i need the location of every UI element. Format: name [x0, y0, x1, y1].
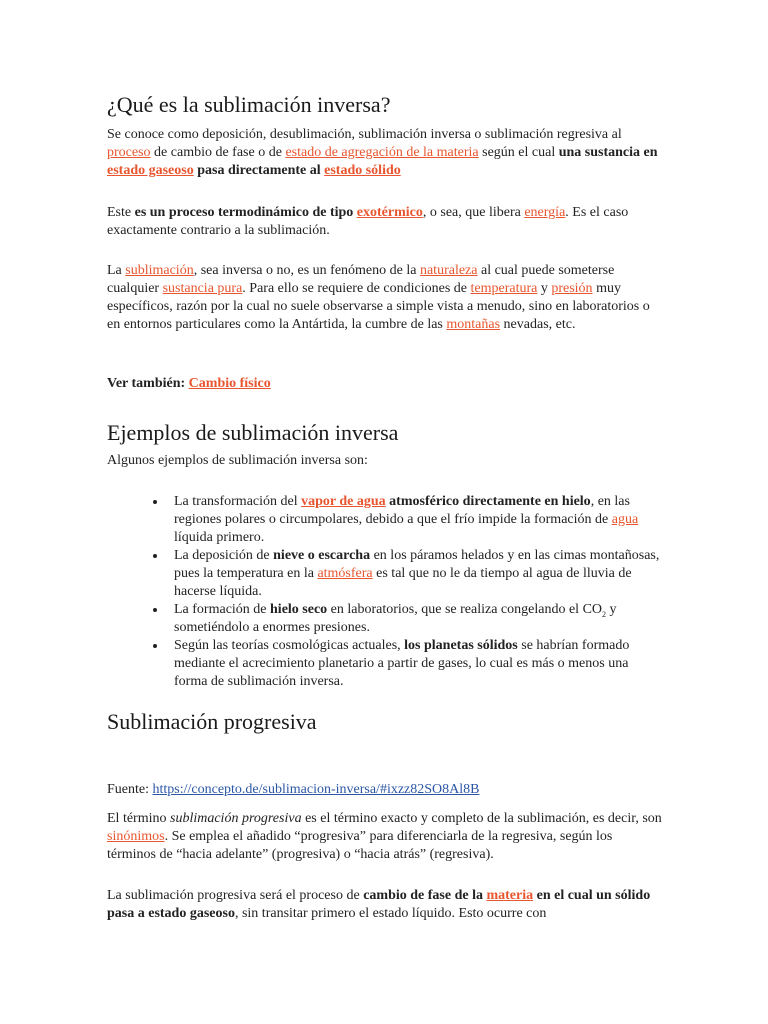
paragraph-definition — [107, 126, 663, 180]
list-item — [150, 493, 662, 547]
link-cambio-fisico[interactable]: Cambio físico — [188, 376, 271, 391]
link-estado-gaseoso[interactable]: estado gaseoso — [107, 163, 194, 178]
paragraph-naturaleza — [107, 262, 663, 334]
link-sublimacion[interactable]: sublimación — [125, 263, 194, 278]
text: La sublimación progresiva será el proceso de — [107, 888, 364, 903]
text: . Para ello se requiere de condiciones de — [242, 281, 471, 296]
text: La formación de — [174, 602, 271, 617]
text: El término — [107, 811, 170, 826]
text: en los páramos helados y en las cimas montañosas, pues la temperatura en la — [174, 548, 660, 581]
text: La — [107, 263, 126, 278]
text: Según las teorías cosmológicas actuales, — [174, 638, 405, 653]
list-item — [150, 601, 662, 637]
subscript: 2 — [602, 609, 607, 619]
link-exotermico[interactable]: exotérmico — [356, 205, 423, 220]
text: al cual puede someterse cualquier — [107, 263, 615, 296]
heading-ejemplos: Ejemplos de sublimación inversa — [107, 420, 399, 445]
see-also — [107, 375, 663, 393]
text: se habrían formado mediante el acrecimiento planetario a partir de gases, lo cual es más o menos una forma de sublimación inversa. — [174, 638, 630, 689]
link-montanas[interactable]: montañas — [446, 317, 501, 332]
paragraph-exotermico — [107, 204, 663, 240]
link-naturaleza[interactable]: naturaleza — [419, 263, 478, 278]
bullet-icon — [153, 608, 157, 612]
text: nevadas, etc. — [500, 317, 576, 332]
examples-list — [150, 493, 662, 691]
text: La transformación del — [174, 494, 302, 509]
source-label: Fuente: — [107, 782, 153, 797]
heading-que-es: ¿Qué es la sublimación inversa? — [107, 92, 391, 117]
bold-text: los planetas sólidos — [404, 638, 518, 653]
text: Se conoce como deposición, desublimación, sublimación inversa o sublimación regresiva al — [107, 127, 622, 142]
link-temperatura[interactable]: temperatura — [470, 281, 538, 296]
text: , sea inversa o no, es un fenómeno de la — [193, 263, 420, 278]
link-materia[interactable]: materia — [486, 888, 534, 903]
list-item — [150, 637, 662, 691]
text: , sin transitar primero el estado líquido. Esto ocurre con — [234, 906, 547, 921]
text: , en las regiones polares o circumpolares, debido a que el frío impide la formación de — [174, 494, 630, 527]
text: y — [537, 281, 552, 296]
bold-text: cambio de fase de la — [363, 888, 487, 903]
bullet-icon — [153, 644, 157, 648]
bold-text: atmosférico directamente en hielo — [385, 494, 591, 509]
link-sustancia-pura[interactable]: sustancia pura — [162, 281, 243, 296]
link-proceso[interactable]: proceso — [107, 145, 151, 160]
link-atmosfera[interactable]: atmósfera — [317, 566, 373, 581]
link-energia[interactable]: energía — [524, 205, 566, 220]
paragraph-progresiva — [107, 887, 663, 923]
text: de cambio de fase o de — [150, 145, 286, 160]
text: Este — [107, 205, 135, 220]
bold-text: una sustancia en — [558, 145, 658, 160]
text: La deposición de — [174, 548, 274, 563]
text: según el cual — [478, 145, 559, 160]
bold-text: es un proceso termodinámico de tipo — [134, 205, 357, 220]
see-also-label: Ver también: — [107, 376, 189, 391]
bold-text: hielo seco — [270, 602, 328, 617]
text: es el término exacto y completo de la sublimación, es decir, son — [301, 811, 662, 826]
paragraph-intro-ejemplos: Algunos ejemplos de sublimación inversa son: — [107, 453, 368, 468]
link-estado-agregacion[interactable]: estado de agregación de la materia — [285, 145, 479, 160]
bullet-icon — [153, 554, 157, 558]
link-sinonimos[interactable]: sinónimos — [107, 829, 165, 844]
source-line — [107, 781, 663, 799]
link-agua[interactable]: agua — [611, 512, 639, 527]
paragraph-termino — [107, 810, 663, 864]
text: . Se emplea el añadido “progresiva” para diferenciarla de la regresiva, según los términos de “hacia adelante” (progresiva) o “hacia atrás” (regresiva). — [107, 829, 613, 862]
link-estado-solido[interactable]: estado sólido — [324, 163, 401, 178]
text: líquida primero. — [174, 530, 265, 545]
text: , o sea, que libera — [422, 205, 525, 220]
italic-text: sublimación progresiva — [170, 811, 302, 826]
text: en laboratorios, que se realiza congelando el CO — [327, 602, 603, 617]
bold-text: pasa directamente al — [193, 163, 325, 178]
bullet-icon — [153, 500, 157, 504]
link-vapor-de-agua[interactable]: vapor de agua — [301, 494, 386, 509]
list-item — [150, 547, 662, 601]
link-presion[interactable]: presión — [551, 281, 593, 296]
text: y sometiéndolo a enormes presiones. — [174, 602, 617, 635]
text: muy específicos, razón por la cual no suele observarse a simple vista a menudo, sino en laboratorios o en entornos particulares como la Antártida, la cumbre de las — [107, 281, 650, 332]
bold-text: nieve o escarcha — [273, 548, 371, 563]
source-link[interactable]: https://concepto.de/sublimacion-inversa/#ixzz82SO8Al8B — [152, 782, 480, 797]
heading-sublimacion-progresiva: Sublimación progresiva — [107, 709, 317, 734]
text: es tal que no le da tiempo al agua de lluvia de hacerse líquida. — [174, 566, 632, 599]
bold-text: en el cual un sólido pasa a estado gaseoso — [107, 888, 651, 921]
text: . Es el caso exactamente contrario a la sublimación. — [107, 205, 629, 238]
